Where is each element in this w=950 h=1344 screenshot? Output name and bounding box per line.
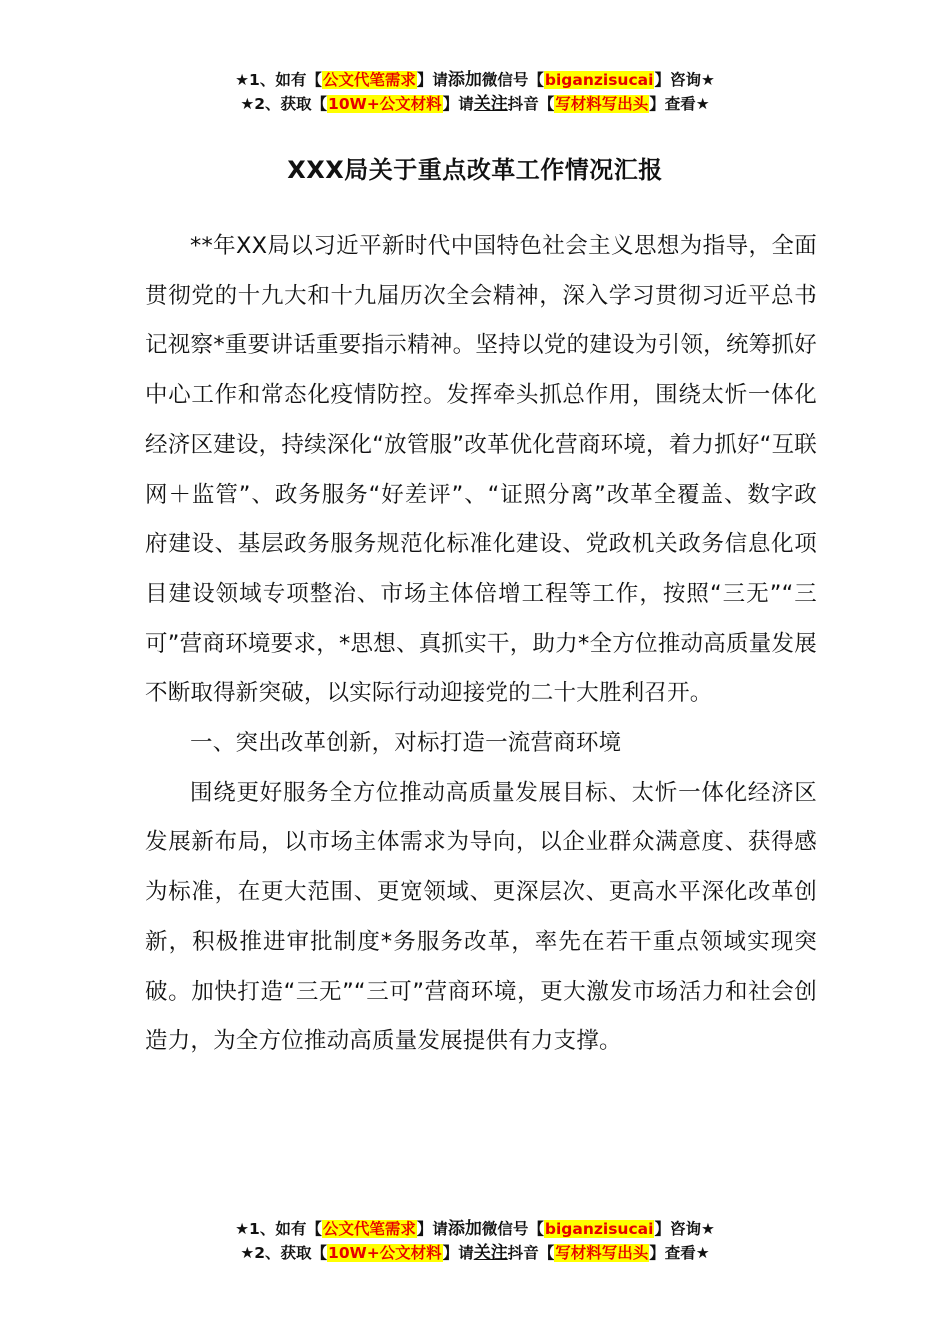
- promo-highlight-wechat: biganzisucai: [544, 71, 654, 89]
- promo-text: 】请: [416, 1220, 448, 1238]
- promo-highlight-douyin: 写材料写出头: [555, 1244, 649, 1262]
- document-body: [145, 222, 817, 1067]
- promo-text: 抖音【: [507, 95, 555, 113]
- document-title: XXX局关于重点改革工作情况汇报: [287, 156, 663, 184]
- promo-line-2: [0, 1241, 950, 1265]
- promo-text: 】查看★: [649, 1244, 710, 1262]
- promo-text: 】请: [416, 71, 448, 89]
- promo-text: 抖音【: [507, 1244, 555, 1262]
- promo-line-1: [0, 68, 950, 92]
- promo-text: ★1、如有【: [235, 1220, 322, 1238]
- promo-emphasis: 添加: [447, 70, 482, 90]
- promo-highlight-wechat: biganzisucai: [544, 1220, 654, 1238]
- promo-text: 】咨询★: [654, 71, 715, 89]
- promo-highlight: 公文代笔需求: [322, 1220, 416, 1238]
- promo-highlight: 公文代笔需求: [322, 71, 416, 89]
- paragraph-intro: **年XX局以习近平新时代中国特色社会主义思想为指导，全面贯彻党的十九大和十九届历次全会精神，深入学习贯彻习近平总书记视察*重要讲话重要指示精神。坚持以党的建设为引领，统筹抓好中心工作和常态化疫情防控。发挥牵头抓总作用，围绕太忻一体化经济区建设，持续深化“放管服”改革优化营商环境，着力抓好“互联网＋监管”、政务服务“好差评”、“证照分离”改革全覆盖、数字政府建设、基层政务服务规范化标准化建设、党政机关政务信息化项目建设领域专项整治、市场主体倍增工程等工作，按照“三无”“三可”营商环境要求，*思想、真抓实干，助力*全方位推动高质量发展不断取得新突破，以实际行动迎接党的二十大胜利召开。: [145, 233, 817, 707]
- promo-emphasis: 关注: [473, 1243, 508, 1263]
- section-heading-1: 一、突出改革创新，对标打造一流营商环境: [190, 730, 622, 757]
- promo-text: 微信号【: [481, 71, 544, 89]
- promo-line-1: [0, 1217, 950, 1241]
- footer-promo-banner: [0, 1217, 950, 1265]
- promo-text: ★1、如有【: [235, 71, 322, 89]
- promo-text: 】请: [442, 95, 474, 113]
- paragraph-section-1: 围绕更好服务全方位推动高质量发展目标、太忻一体化经济区发展新布局，以市场主体需求为导向，以企业群众满意度、获得感为标准，在更大范围、更宽领域、更深层次、更高水平深化改革创新，积极推进审批制度*务服务改革，率先在若干重点领域实现突破。加快打造“三无”“三可”营商环境，更大激发市场活力和社会创造力，为全方位推动高质量发展提供有力支撑。: [145, 779, 817, 1055]
- header-promo-banner: [0, 68, 950, 116]
- promo-highlight-douyin: 写材料写出头: [555, 95, 649, 113]
- promo-text: 】请: [442, 1244, 474, 1262]
- promo-highlight: 10W+公文材料: [328, 1244, 442, 1262]
- promo-emphasis: 添加: [447, 1219, 482, 1239]
- promo-text: 】查看★: [649, 95, 710, 113]
- promo-text: 】咨询★: [654, 1220, 715, 1238]
- promo-highlight: 10W+公文材料: [328, 95, 442, 113]
- promo-emphasis: 关注: [473, 94, 508, 114]
- promo-text: 微信号【: [481, 1220, 544, 1238]
- promo-text: ★2、获取【: [240, 1244, 328, 1262]
- promo-line-2: [0, 92, 950, 116]
- promo-text: ★2、获取【: [240, 95, 328, 113]
